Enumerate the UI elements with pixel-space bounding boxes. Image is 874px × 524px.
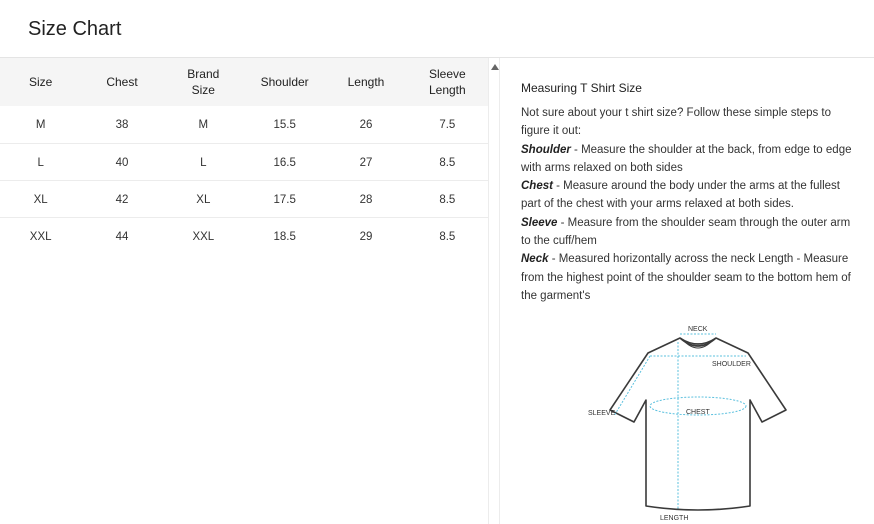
scroll-up-arrow-icon[interactable] [491,64,499,70]
table-row [0,180,488,217]
table-cell: 44 [115,230,129,243]
table-cell: 28 [325,180,406,217]
col-header-line: Length [347,75,385,89]
col-header-line: Brand [187,67,220,81]
tshirt-diagram [580,320,800,524]
table-row [0,106,488,143]
measuring-title: Measuring T Shirt Size [521,81,642,95]
label-sleeve: SLEEVE [588,410,616,417]
table-cell: 15.5 [244,106,325,143]
col-header-line: Size [28,75,53,89]
table-cell: M [163,106,244,143]
table-cell: 18.5 [273,230,296,243]
term-neck: Neck [521,253,549,266]
table-row [0,143,488,180]
label-length: LENGTH [660,515,689,522]
table-cell: 8.5 [407,180,488,217]
col-header-sleeve-length [407,58,488,106]
table-cell: 40 [81,143,162,180]
size-table-panel [0,58,488,524]
table-row [0,217,488,254]
table-cell: 29 [359,230,373,243]
col-header-line: Sleeve [428,67,466,81]
table-cell: 42 [81,180,162,217]
label-chest: CHEST [686,409,710,416]
table-cell: L [163,143,244,180]
label-shoulder: SHOULDER [712,361,751,368]
measuring-intro: Not sure about your t shirt size? Follow these simple steps to figure it out: [521,107,832,138]
col-header-brand-size [163,58,244,106]
table-cell: 38 [81,106,162,143]
term-sleeve: Sleeve [521,216,558,229]
measuring-instructions [521,104,861,305]
table-header-row [0,58,488,106]
label-neck: NECK [688,326,708,333]
table-cell: 27 [325,143,406,180]
table-cell: XXL [192,230,215,243]
desc-neck: - Measured horizontally across the neck Length - Measure from the highest point of the shoulder seam to the bottom hem of the garment's [521,253,851,302]
page-title: Size Chart [28,18,122,40]
col-header-chest [81,58,162,106]
term-shoulder: Shoulder [521,143,571,156]
col-header-line: Length [428,83,466,97]
table-cell: XL [163,180,244,217]
table-cell: 8.5 [439,230,456,243]
table-scrollbar[interactable] [488,58,500,524]
col-header-line: Chest [106,75,138,89]
table-cell: M [0,106,81,143]
table-cell: 16.5 [244,143,325,180]
size-table [0,58,488,254]
table-cell: XXL [29,230,52,243]
col-header-length [325,58,406,106]
col-header-shoulder [244,58,325,106]
table-cell: XL [0,180,81,217]
tshirt-outline-icon [580,320,800,524]
table-cell: 8.5 [407,143,488,180]
col-header-size [0,58,81,106]
measuring-guide [521,80,861,305]
col-header-line: Size [191,83,215,97]
desc-chest: - Measure around the body under the arms at the fullest part of the chest with your arms relaxed at both sides. [521,180,840,211]
desc-sleeve: - Measure from the shoulder seam through the outer arm to the cuff/hem [521,216,851,248]
size-chart-header [0,0,874,58]
col-header-line: Shoulder [260,75,309,89]
table-cell: 7.5 [407,106,488,143]
table-cell: L [0,143,81,180]
desc-shoulder: - Measure the shoulder at the back, from edge to edge with arms relaxed on both sides [521,143,852,174]
term-chest: Chest [521,180,553,193]
table-cell: 17.5 [244,180,325,217]
table-cell: 26 [325,106,406,143]
